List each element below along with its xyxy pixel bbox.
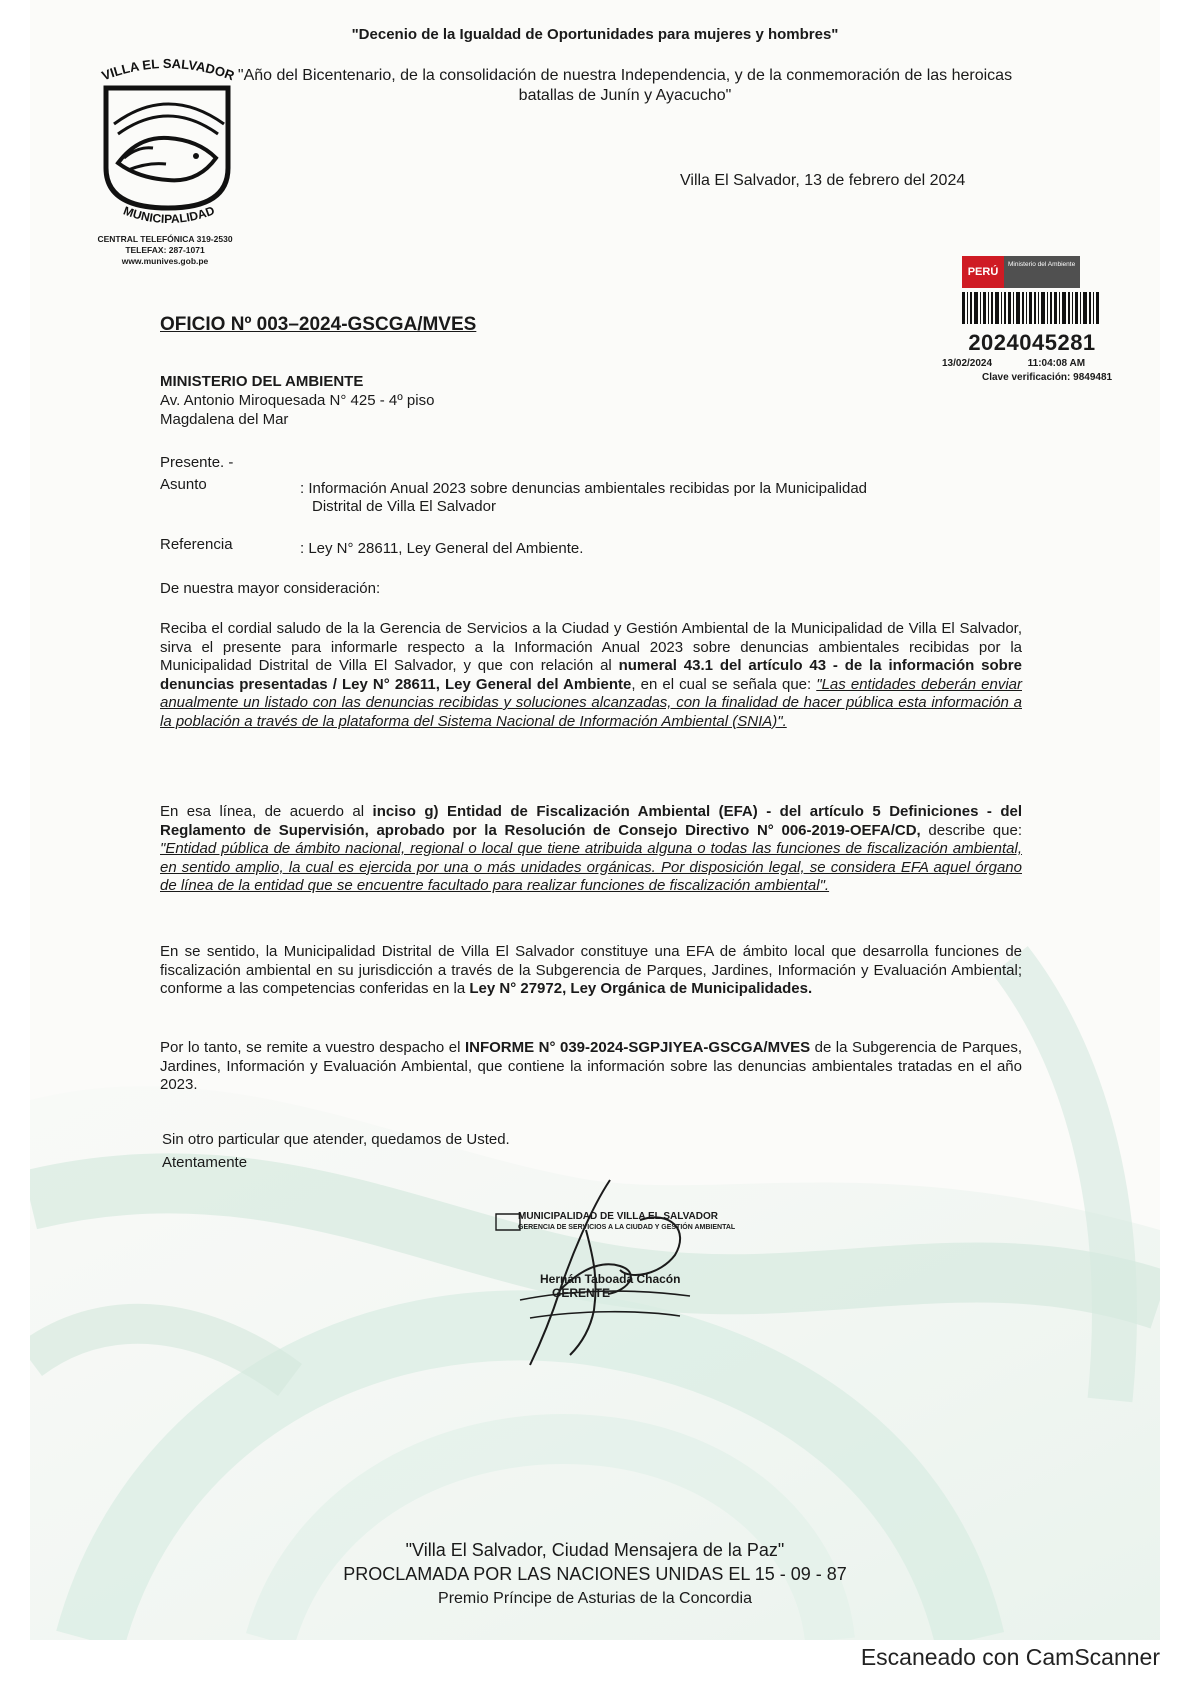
closing-regards: Atentamente bbox=[162, 1154, 248, 1171]
camscanner-label: Escaneado con CamScanner bbox=[860, 1644, 1160, 1670]
footer-award: Premio Príncipe de Asturias de la Concordia bbox=[438, 1590, 752, 1607]
p2-c: describe que: bbox=[920, 821, 1022, 839]
p4-c: de la Subgerencia de Parques, Jardines, Información y Evaluación Ambiental, que contiene la información sobre las denuncias ambientales tratadas en el año 2023. bbox=[160, 1039, 1022, 1093]
ministry-label: Ministerio del Ambiente bbox=[1008, 261, 1076, 268]
asunto-line1: : Información Anual 2023 sobre denuncias ambientales recibidas por la Municipalidad bbox=[300, 480, 868, 497]
decade-header: "Decenio de la Igualdad de Oportunidades para mujeres y hombres" bbox=[351, 26, 839, 43]
recipient-address: Av. Antonio Miroquesada N° 425 - 4º piso bbox=[160, 392, 435, 409]
presente-label: Presente. - bbox=[160, 454, 234, 471]
logo-web: www.munives.gob.pe bbox=[121, 256, 209, 266]
closing-line: Sin otro particular que atender, quedamos de Usted. bbox=[162, 1131, 510, 1148]
p1-a: Reciba el cordial saludo de la la Gerencia de Servicios a la Ciudad y Gestión Ambiental de la Municipalidad de Villa El Salvador, sirva el presente para informarle respecto a la Información Anual 2023 sobre denuncias ambientales recibidas por la Municipalidad Distrital de Villa El Salvador, y que con relación al bbox=[160, 620, 1022, 674]
paragraph-1 bbox=[160, 620, 1022, 731]
recipient-name: MINISTERIO DEL AMBIENTE bbox=[160, 373, 364, 390]
handwritten-signature bbox=[490, 1170, 750, 1370]
p3-a: En se sentido, la Municipalidad Distrital de Villa El Salvador constituye una EFA de ámbito local que desarrolla funciones de fiscalización ambiental en su jurisdicción a través de la Subgerencia de Parques, Jardines, Información y Evaluación Ambiental; conforme a las competencias conferidas en la bbox=[160, 943, 1022, 997]
p2-quote: "Entidad pública de ámbito nacional, regional o local que tiene atribuida alguna o todas las funciones de fiscalización ambiental, en sentido amplio, la cual es ejercida por una o más unidades orgánicas. Por disposición legal, se considera EFA aquel órgano de línea de la entidad que se encuentre facultado para realizar funciones de fiscalización ambiental". bbox=[160, 840, 1022, 894]
barcode-icon bbox=[962, 292, 1100, 324]
asunto-line2: Distrital de Villa El Salvador bbox=[312, 498, 496, 515]
peru-label: PERÚ bbox=[962, 256, 1004, 288]
p3-b: Ley N° 27972, Ley Orgánica de Municipalidades. bbox=[469, 980, 813, 997]
recipient-block bbox=[160, 372, 434, 429]
registry-number: 2024045281 bbox=[968, 330, 1096, 355]
logo-arc-text: VILLA EL SALVADOR bbox=[99, 58, 237, 84]
p1-b: numeral 43.1 del artículo 43 - de la información sobre denuncias presentadas / Ley N° 28611, Ley General del Ambiente bbox=[160, 657, 1022, 693]
registry-date: 13/02/2024 bbox=[942, 358, 993, 369]
signer-name: Hernán Taboada Chacón bbox=[540, 1272, 681, 1286]
p1-c: , en el cual se señala que: bbox=[631, 675, 817, 693]
signature-block bbox=[490, 1170, 750, 1370]
signature-stamp-line1: MUNICIPALIDAD DE VILLA EL SALVADOR bbox=[518, 1211, 718, 1222]
asunto-text bbox=[300, 480, 1040, 516]
p1-quote: "Las entidades deberán enviar anualmente un listado con las denuncias recibidas y soluciones alcanzadas, con la finalidad de hacer pública esta información a la población a través de la plataforma del Sistema Nacional de Información Ambiental (SNIA)". bbox=[160, 675, 1022, 730]
paragraph-3 bbox=[160, 943, 1022, 999]
signer-role: GERENTE bbox=[552, 1286, 611, 1300]
referencia-text: : Ley N° 28611, Ley General del Ambiente. bbox=[300, 540, 584, 557]
registry-time: 11:04:08 AM bbox=[1027, 358, 1086, 369]
registry-datetime bbox=[942, 358, 1142, 369]
logo-fax: TELEFAX: 287-1071 bbox=[125, 245, 205, 255]
p2-b: inciso g) Entidad de Fiscalización Ambiental (EFA) - del artículo 5 Definiciones - del Reglamento de Supervisión, aprobado por la Resolución de Consejo Directivo N° 006-2019-OEFA/CD, bbox=[160, 803, 1022, 839]
logo-bottom-text: MUNICIPALIDAD bbox=[121, 203, 217, 227]
svg-text:VILLA EL SALVADOR bbox=[100, 58, 237, 83]
referencia-label: Referencia bbox=[160, 536, 233, 553]
greeting: De nuestra mayor consideración: bbox=[160, 580, 381, 597]
oficio-title: OFICIO Nº 003–2024-GSCGA/MVES bbox=[160, 314, 477, 335]
paragraph-4 bbox=[160, 1039, 1022, 1095]
paragraph-2 bbox=[160, 803, 1022, 896]
recipient-district: Magdalena del Mar bbox=[160, 411, 289, 428]
p4-b: INFORME N° 039-2024-SGPJIYEA-GSCGA/MVES bbox=[464, 1039, 811, 1056]
logo-contact bbox=[70, 234, 260, 267]
footer-proclamation: PROCLAMADA POR LAS NACIONES UNIDAS EL 15 - 09 - 87 bbox=[343, 1564, 847, 1584]
logo-tel: CENTRAL TELEFÓNICA 319-2530 bbox=[97, 234, 233, 244]
peru-ministry-badge bbox=[962, 256, 1080, 288]
date-line: Villa El Salvador, 13 de febrero del 2024 bbox=[680, 172, 966, 189]
document-page bbox=[30, 0, 1160, 1640]
footer-motto: "Villa El Salvador, Ciudad Mensajera de la Paz" bbox=[405, 1540, 785, 1560]
p4-a: Por lo tanto, se remite a vuestro despacho el bbox=[160, 1039, 465, 1056]
p2-a: En esa línea, de acuerdo al bbox=[160, 803, 373, 820]
verification-key: Clave verificación: 9849481 bbox=[982, 372, 1113, 383]
asunto-label: Asunto bbox=[160, 476, 207, 493]
year-header: "Año del Bicentenario, de la consolidación de nuestra Independencia, y de la conmemoración de las heroicas batallas de Junín y Ayacucho" bbox=[237, 67, 1013, 104]
signature-stamp-line2: GERENCIA DE SERVICIOS A LA CIUDAD Y GESTIÓN AMBIENTAL bbox=[518, 1224, 736, 1231]
